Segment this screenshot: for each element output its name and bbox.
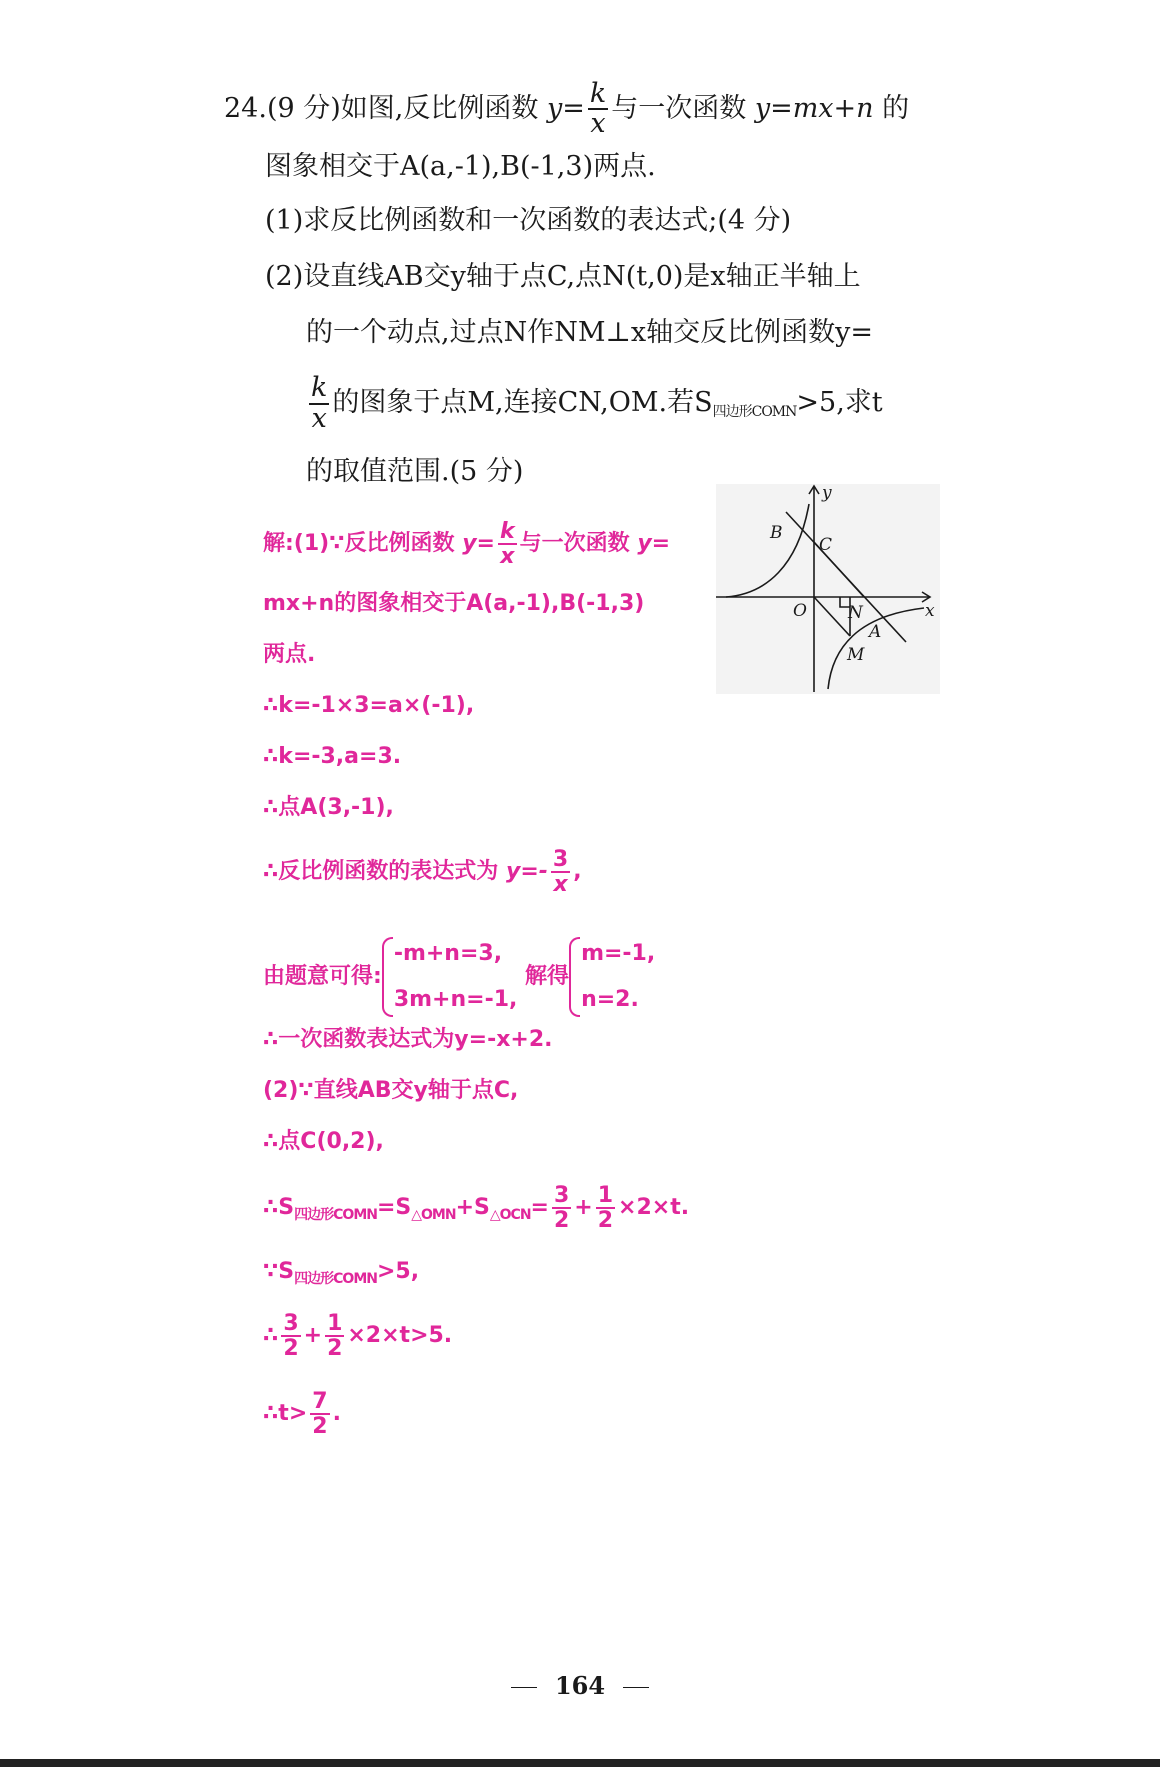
function-graph (716, 484, 940, 694)
frac-den: 2 (312, 1414, 328, 1439)
sol-therefore: ∴ (263, 1323, 279, 1348)
frac-num: k (311, 372, 328, 404)
label-y: y (822, 484, 832, 503)
page-footer (0, 1671, 1160, 1700)
sol-k-over-x (498, 520, 517, 568)
sub-ocn: △OCN (489, 1207, 531, 1223)
sol-eq2: = (530, 1195, 549, 1220)
frac-den: 2 (553, 1208, 570, 1233)
frac-den: 2 (327, 1336, 343, 1361)
result-1: m=-1, (581, 941, 656, 966)
sol-text: 由题意可得: (263, 964, 382, 989)
problem-number: 24. (224, 92, 267, 124)
solution-line-2: mx+n的图象相交于A(a,-1),B(-1,3) (263, 591, 645, 616)
inverse-y: y= (546, 92, 585, 124)
frac-den: x (590, 108, 606, 140)
problem-intro-2: 与一次函数 (611, 92, 747, 124)
solution-line-9: ∴一次函数表达式为y=-x+2. (263, 1027, 553, 1052)
graph-svg (716, 484, 940, 694)
solution-line-10: (2)∵直线AB交y轴于点C, (263, 1078, 519, 1103)
label-O: O (793, 601, 807, 621)
frac-num: k (499, 518, 515, 544)
hyperbola-branch-left (726, 504, 809, 597)
sub-omn: △OMN (411, 1207, 456, 1223)
sub-quad: 四边形COMN (294, 1207, 377, 1223)
question-2-line-1: (2)设直线AB交y轴于点C,点N(t,0)是x轴正半轴上 (265, 261, 861, 292)
frac-num: k (589, 78, 607, 109)
solution-line-13 (263, 1255, 419, 1296)
label-N: N (848, 603, 863, 623)
label-M: M (847, 645, 865, 665)
solution-system (569, 931, 655, 1023)
solution-line-3: 两点. (263, 642, 316, 667)
solution-line-5: ∴k=-3,a=3. (263, 744, 402, 769)
frac-den: x (311, 402, 327, 434)
result-2: n=2. (581, 987, 639, 1012)
sol-comma: , (573, 859, 582, 884)
equation-2: 3m+n=-1, (393, 987, 518, 1012)
frac-den: x (500, 544, 515, 569)
label-B: B (770, 523, 783, 543)
frac-1-2 (596, 1184, 615, 1232)
problem-score: (9 分) (266, 92, 341, 124)
sol-tail: ×2×t. (618, 1195, 690, 1220)
sol-tail: ×2×t>5. (347, 1323, 453, 1348)
sol-period: . (332, 1401, 341, 1426)
sol-plus2: + (574, 1195, 593, 1220)
frac-den: 2 (283, 1336, 299, 1361)
solution-line-11: ∴点C(0,2), (263, 1129, 384, 1154)
solution-line-6: ∴点A(3,-1), (263, 795, 394, 820)
bottom-bar (0, 1759, 1160, 1767)
problem-line-1 (224, 80, 909, 139)
k-over-x (588, 80, 608, 139)
frac-den: x (553, 872, 568, 897)
sol-plus: + (303, 1323, 323, 1348)
sol-3-over-x (551, 848, 570, 896)
frac-num: 7 (312, 1388, 328, 1414)
sol-solve: 解得 (525, 964, 570, 989)
hyperbola-branch-right (828, 608, 924, 689)
sol-text: ∵S (263, 1259, 295, 1284)
solution-line-4: ∴k=-1×3=a×(-1), (263, 693, 475, 718)
sol-text: ∴S (263, 1195, 295, 1220)
problem-intro-3: 的 (882, 92, 910, 124)
solution-line-14 (263, 1306, 452, 1366)
label-A: A (869, 622, 882, 642)
question-1: (1)求反比例函数和一次函数的表达式;(4 分) (265, 205, 792, 236)
frac-3-2 (552, 1184, 571, 1232)
page-number: 164 (554, 1671, 606, 1700)
question-2-line-2: 的一个动点,过点N作NM⊥x轴交反比例函数y= (306, 317, 873, 348)
frac-den: 2 (597, 1208, 614, 1233)
k-over-x-2 (309, 374, 329, 433)
quad-subscript: 四边形COMN (712, 404, 797, 420)
question-2-line-4: 的取值范围.(5 分) (306, 456, 524, 487)
q2-text-a: 的图象于点M,连接CN,OM.若S (332, 387, 713, 418)
solution-line-7 (263, 843, 582, 901)
sol-tail: >5, (376, 1259, 420, 1284)
frac-num: 1 (597, 1182, 614, 1208)
frac-num: 3 (553, 1182, 570, 1208)
sol-plus: +S (455, 1195, 490, 1220)
linear-function: y=mx+n (754, 92, 874, 124)
label-C: C (819, 535, 833, 555)
sol-therefore: ∴t> (263, 1401, 308, 1426)
equation-system (382, 931, 518, 1023)
q2-text-b: >5,求t (796, 387, 883, 418)
sub-quad: 四边形COMN (294, 1271, 377, 1287)
solution-line-1 (263, 516, 670, 572)
sol-eq: =S (376, 1195, 412, 1220)
frac-num: 3 (283, 1310, 299, 1336)
frac-7-2 (310, 1390, 329, 1438)
sol-text: 解:(1)∵反比例函数 (263, 531, 455, 556)
equation-1: -m+n=3, (393, 941, 503, 966)
sol-y2: y= (637, 531, 671, 556)
solution-line-8 (263, 922, 655, 1032)
solution-line-12 (263, 1178, 689, 1245)
question-2-line-3 (306, 374, 883, 441)
segment-OM (814, 597, 850, 636)
frac-num: 3 (552, 846, 569, 872)
frac-num: 1 (327, 1310, 343, 1336)
problem-intro: 如图,反比例函数 (340, 92, 539, 124)
sol-text: ∴反比例函数的表达式为 (263, 859, 499, 884)
label-x: x (925, 601, 935, 621)
problem-line-2: 图象相交于A(a,-1),B(-1,3)两点. (265, 151, 656, 182)
sol-text-b: 与一次函数 (519, 531, 630, 556)
solution-line-15 (263, 1384, 341, 1444)
frac-1-2 (325, 1312, 344, 1360)
frac-3-2 (281, 1312, 300, 1360)
sol-y: y= (462, 531, 495, 556)
footer-dash-left (511, 1687, 537, 1688)
footer-dash-right (623, 1687, 649, 1688)
sol-y: y=- (505, 859, 548, 884)
